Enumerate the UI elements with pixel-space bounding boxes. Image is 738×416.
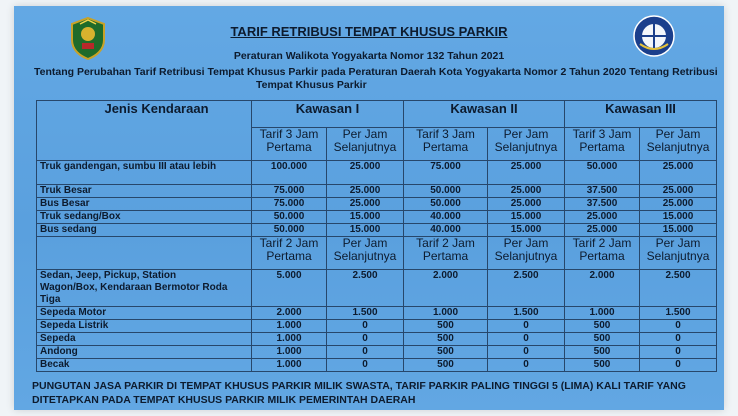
tariff-value: 5.000 [252,270,327,307]
tarif-2-jam-header: Tarif 2 Jam Pertama [252,237,327,270]
table-row [37,346,717,359]
tariff-value: 25.000 [640,185,717,198]
vehicle-name: Sepeda Listrik [37,320,252,333]
tarif-2-jam-header: Tarif 2 Jam Pertama [404,237,488,270]
tariff-value: 500 [565,320,640,333]
per-jam-header: Per Jam Selanjutnya [327,237,404,270]
tariff-value: 0 [640,346,717,359]
tariff-value: 0 [488,346,565,359]
kawasan-1-header: Kawasan I [252,101,404,128]
tariff-value: 15.000 [327,224,404,237]
tariff-value: 500 [565,333,640,346]
tariff-poster [14,6,724,410]
tariff-value: 37.500 [565,198,640,211]
tariff-value: 1.000 [252,346,327,359]
vehicle-name: Bus sedang [37,224,252,237]
tariff-value: 1.500 [327,307,404,320]
tariff-value: 50.000 [252,224,327,237]
jenis-kendaraan-header: Jenis Kendaraan [37,101,252,161]
vehicle-name: Sepeda Motor [37,307,252,320]
vehicle-name: Andong [37,346,252,359]
tariff-value: 1.000 [252,359,327,372]
tariff-value: 0 [640,333,717,346]
tariff-value: 2.000 [565,270,640,307]
tariff-value: 50.000 [404,198,488,211]
tariff-value: 1.000 [565,307,640,320]
table-row [37,270,717,307]
tariff-value: 15.000 [327,211,404,224]
tariff-value: 25.000 [640,161,717,185]
footer-line-1: PUNGUTAN JASA PARKIR DI TEMPAT KHUSUS PARKIR MILIK SWASTA, TARIF PARKIR PALING TINGGI 5 (LIMA) KALI TARIF YANG [32,380,686,392]
tariff-value: 15.000 [488,224,565,237]
per-jam-header: Per Jam Selanjutnya [327,128,404,161]
vehicle-name: Sedan, Jeep, Pickup, Station Wagon/Box, Kendaraan Bermotor Roda Tiga [37,270,252,307]
regulation-subtitle: Peraturan Walikota Yogyakarta Nomor 132 Tahun 2021 [233,50,505,62]
tariff-value: 500 [404,333,488,346]
tariff-value: 1.000 [404,307,488,320]
tarif-3-jam-header: Tarif 3 Jam Pertama [252,128,327,161]
tariff-value: 2.000 [252,307,327,320]
per-jam-header: Per Jam Selanjutnya [640,237,717,270]
tariff-value: 0 [327,346,404,359]
tariff-value: 100.000 [252,161,327,185]
tariff-value: 1.000 [252,333,327,346]
footer-note [32,379,722,407]
vehicle-name: Truk sedang/Box [37,211,252,224]
kawasan-3-header: Kawasan III [565,101,717,128]
tariff-value: 25.000 [565,211,640,224]
tariff-value: 500 [404,320,488,333]
tariff-value: 0 [488,333,565,346]
tariff-value: 500 [565,346,640,359]
tariff-value: 25.000 [640,198,717,211]
table-row [37,211,717,224]
tariff-value: 40.000 [404,211,488,224]
vehicle-name: Truk Besar [37,185,252,198]
tarif-3-jam-header: Tarif 3 Jam Pertama [404,128,488,161]
tariff-value: 2.500 [488,270,565,307]
table-row [37,185,717,198]
tariff-value: 1.500 [488,307,565,320]
tariff-value: 0 [327,359,404,372]
tariff-value: 75.000 [252,185,327,198]
vehicle-name: Sepeda [37,333,252,346]
tariff-value: 2.500 [327,270,404,307]
table-row [37,333,717,346]
description-line-1: Tentang Perubahan Tarif Retribusi Tempat Khusus Parkir pada Peraturan Daerah Kota Yogyakarta Nomor 2 Tahun 2020 Tentang Retribusi [34,66,718,78]
per-jam-header: Per Jam Selanjutnya [640,128,717,161]
table-row [37,307,717,320]
tariff-table [36,100,717,372]
tariff-value: 15.000 [640,211,717,224]
tariff-value: 2.000 [404,270,488,307]
vehicle-name: Truk gandengan, sumbu III atau lebih [37,161,252,185]
tariff-value: 500 [404,359,488,372]
tariff-value: 500 [404,346,488,359]
tariff-value: 25.000 [488,161,565,185]
table-row [37,320,717,333]
tariff-value: 0 [640,359,717,372]
blank-cell [37,237,252,270]
tariff-value: 25.000 [488,198,565,211]
tariff-value: 75.000 [252,198,327,211]
tarif-3-jam-header: Tarif 3 Jam Pertama [565,128,640,161]
tariff-value: 0 [488,359,565,372]
tariff-value: 0 [327,320,404,333]
tariff-value: 1.500 [640,307,717,320]
per-jam-header: Per Jam Selanjutnya [488,128,565,161]
table-row [37,224,717,237]
tariff-value: 50.000 [565,161,640,185]
footer-line-2: DITETAPKAN PADA TEMPAT KHUSUS PARKIR MILIK PEMERINTAH DAERAH [32,394,416,406]
tariff-value: 2.500 [640,270,717,307]
table-row [37,161,717,185]
tarif-2-jam-header: Tarif 2 Jam Pertama [565,237,640,270]
table-row [37,359,717,372]
tariff-value: 40.000 [404,224,488,237]
tariff-value: 500 [565,359,640,372]
description-line-2: Tempat Khusus Parkir [256,79,367,91]
tariff-value: 75.000 [404,161,488,185]
tariff-value: 0 [640,320,717,333]
table-row [37,198,717,211]
tariff-value: 50.000 [404,185,488,198]
page-title: TARIF RETRIBUSI TEMPAT KHUSUS PARKIR [230,24,508,39]
kawasan-header-row [37,101,717,128]
tariff-value: 25.000 [327,198,404,211]
tariff-value: 0 [327,333,404,346]
tariff-value: 50.000 [252,211,327,224]
tariff-value: 25.000 [327,185,404,198]
vehicle-name: Becak [37,359,252,372]
tariff-value: 15.000 [488,211,565,224]
tariff-value: 0 [488,320,565,333]
per-jam-header: Per Jam Selanjutnya [488,237,565,270]
vehicle-name: Bus Besar [37,198,252,211]
tariff-value: 25.000 [488,185,565,198]
tariff-value: 15.000 [640,224,717,237]
kawasan-2-header: Kawasan II [404,101,565,128]
tariff-value: 1.000 [252,320,327,333]
tariff-value: 25.000 [565,224,640,237]
regulation-description [30,66,720,92]
tarif-2-jam-subheader-row [37,237,717,270]
tariff-value: 37.500 [565,185,640,198]
tariff-value: 25.000 [327,161,404,185]
